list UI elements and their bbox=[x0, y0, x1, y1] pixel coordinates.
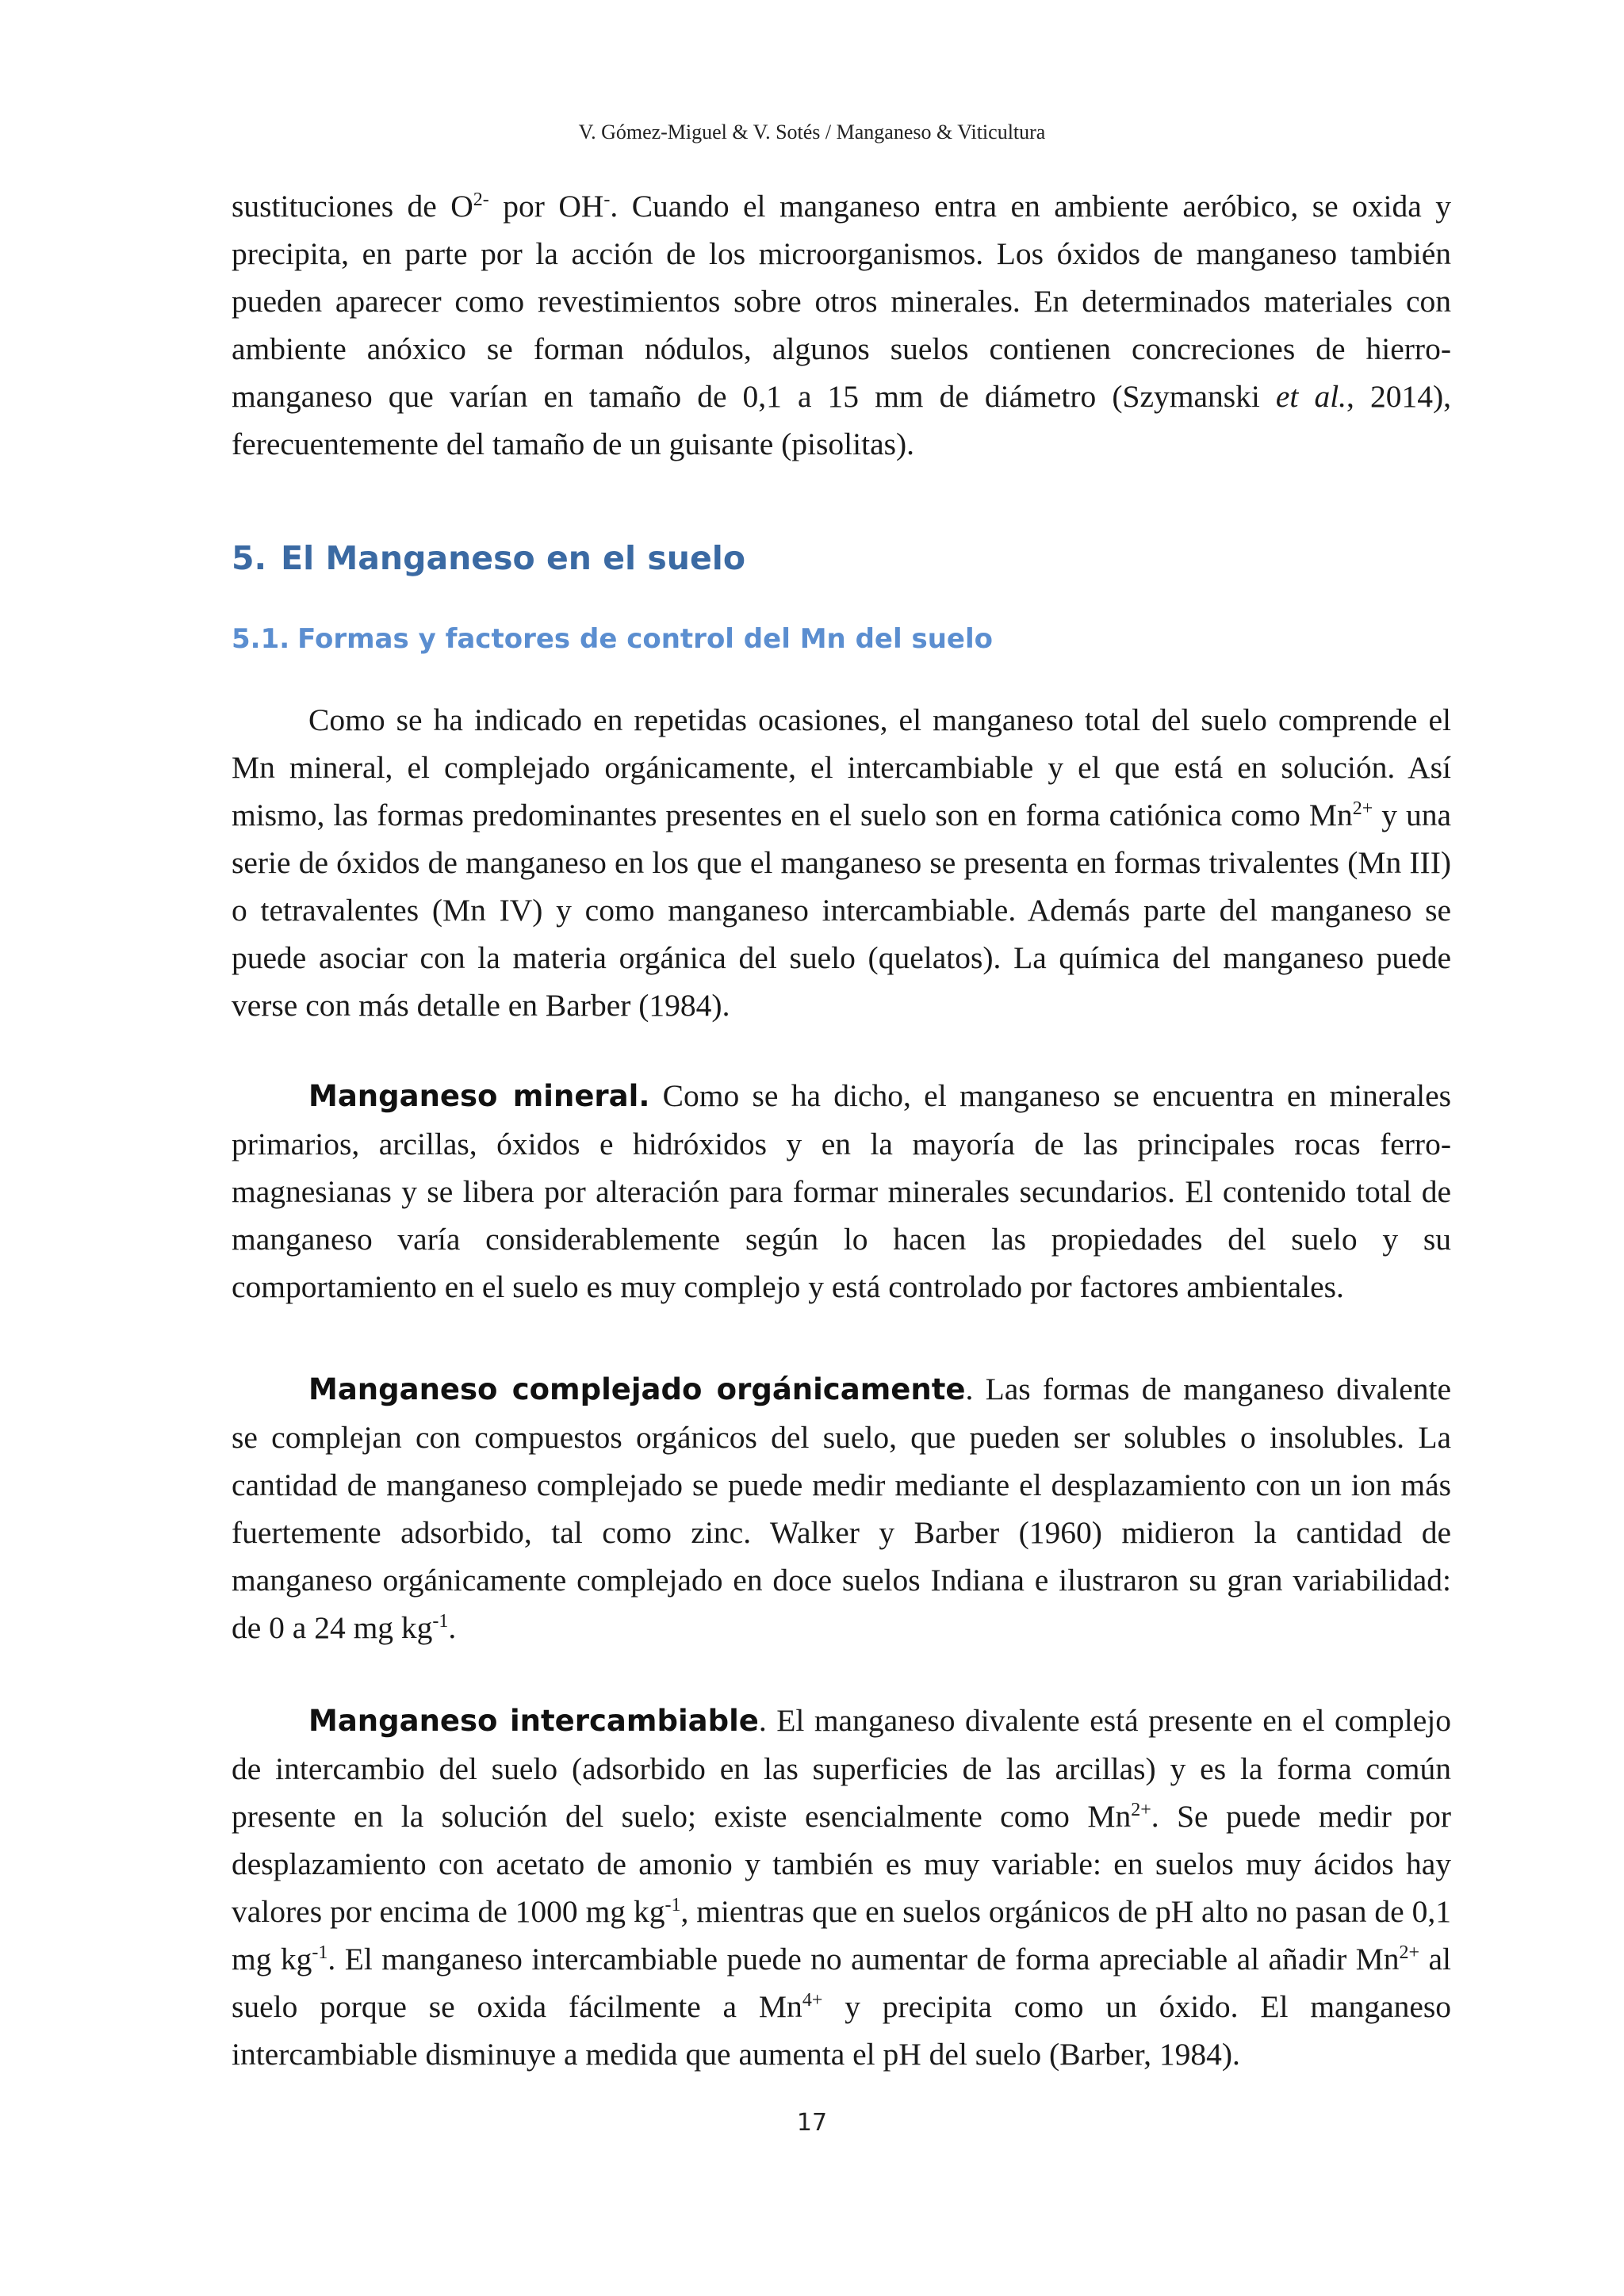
text-run: . Las formas de manganeso divalente se complejan con compuestos orgánicos del suelo, que pueden ser solubles o insolubles. La cantidad de manganeso complejado se puede medir mediante el desplazamiento con un ion más fuertemente adsorbido, tal como zinc. Walker y Barber (1960) midieron la cantidad de manganeso orgánicamente complejado en doce suelos Indiana e ilustraron su gran variabilidad: de 0 a 24 mg kg bbox=[232, 1372, 1451, 1645]
text-run: por OH bbox=[488, 189, 604, 224]
superscript: 2+ bbox=[1131, 1800, 1151, 1820]
subsection-title: Formas y factores de control del Mn del suelo bbox=[297, 623, 993, 655]
superscript: 4+ bbox=[802, 1990, 823, 2011]
text-run: . bbox=[448, 1610, 457, 1645]
running-header: V. Gómez-Miguel & V. Sotés / Manganeso & Viticultura bbox=[578, 121, 1046, 144]
paragraph-manganeso-complejado bbox=[232, 1365, 1451, 1651]
citation-italic: et al. bbox=[1275, 379, 1347, 414]
superscript: 2+ bbox=[1399, 1942, 1420, 1963]
section-title: El Manganeso en el suelo bbox=[281, 539, 745, 577]
paragraph-lead: Manganeso mineral. bbox=[308, 1079, 650, 1113]
paragraph-lead: Manganeso complejado orgánicamente bbox=[308, 1372, 966, 1406]
text-run: . Cuando el manganeso entra en ambiente aeróbico, se oxida y precipita, en parte por la acción de los microorganismos. Los óxidos de manganeso también pueden aparecer como revestimientos sobre otros minerales. En determinados materiales con ambiente anóxico se forman nódulos, algunos suelos contienen concreciones de hierro-manganeso que varían en tamaño de 0,1 a 15 mm de diámetro (Szymanski bbox=[232, 189, 1451, 414]
intro-paragraph bbox=[232, 182, 1451, 468]
text-run: . El manganeso divalente está presente en el complejo de intercambio del suelo (adsorbido en las superficies de las arcillas) y es la forma común presente en la solución del suelo; existe esencialmente como Mn bbox=[232, 1703, 1451, 1834]
text-run: Como se ha dicho, el manganeso se encuentra en minerales primarios, arcillas, óxidos e hidróxidos y en la mayoría de las principales rocas ferro-magnesianas y se libera por alteración para formar minerales secundarios. El contenido total de manganeso varía considerablemente según lo hacen las propiedades del suelo y su comportamiento en el suelo es muy complejo y está controlado por factores ambientales. bbox=[232, 1078, 1451, 1304]
subsection-heading bbox=[232, 623, 993, 655]
text-run: sustituciones de O bbox=[232, 189, 473, 224]
text-run: . El manganeso intercambiable puede no aumentar de forma apreciable al añadir Mn bbox=[327, 1942, 1400, 1976]
text-run: y una serie de óxidos de manganeso en los que el manganeso se presenta en formas trivalentes (Mn III) o tetravalentes (Mn IV) y como manganeso intercambiable. Además parte del manganeso se puede asociar con la materia orgánica del suelo (quelatos). La química del manganeso puede verse con más detalle en Barber (1984). bbox=[232, 798, 1451, 1023]
paragraph-lead: Manganeso intercambiable bbox=[308, 1704, 759, 1738]
section-heading bbox=[232, 539, 745, 577]
text-run: , mientras que en suelos orgánicos de pH alto no pasan de 0,1 mg kg bbox=[232, 1894, 1451, 1976]
page-number: 17 bbox=[796, 2109, 828, 2137]
text-run: y precipita como un óxido. El manganeso intercambiable disminuye a medida que aumenta el pH del suelo (Barber, 1984). bbox=[232, 1989, 1452, 2072]
text-run: , 2014), ferecuentemente del tamaño de un guisante (pisolitas). bbox=[232, 379, 1451, 461]
superscript: 2- bbox=[473, 189, 489, 210]
paragraph-manganeso-mineral bbox=[232, 1072, 1451, 1311]
paragraph-formas bbox=[232, 696, 1451, 1029]
paragraph-manganeso-intercambiable bbox=[232, 1697, 1451, 2078]
section-number: 5. bbox=[232, 539, 267, 577]
subsection-number: 5.1. bbox=[232, 623, 290, 655]
text-run: . Se puede medir por desplazamiento con acetato de amonio y también es muy variable: en suelos muy ácidos hay valores por encima de 1000 mg kg bbox=[232, 1799, 1451, 1929]
superscript: -1 bbox=[312, 1942, 328, 1963]
text-run: al suelo porque se oxida fácilmente a Mn bbox=[232, 1942, 1451, 2024]
superscript: - bbox=[603, 189, 611, 210]
superscript: 2+ bbox=[1352, 798, 1373, 819]
text-run: Como se ha indicado en repetidas ocasiones, el manganeso total del suelo comprende el Mn mineral, el complejado orgánicamente, el intercambiable y el que está en solución. Así mismo, las formas predominantes presentes en el suelo son en forma catiónica como Mn bbox=[232, 702, 1451, 832]
superscript: -1 bbox=[432, 1611, 449, 1632]
superscript: -1 bbox=[665, 1895, 681, 1915]
